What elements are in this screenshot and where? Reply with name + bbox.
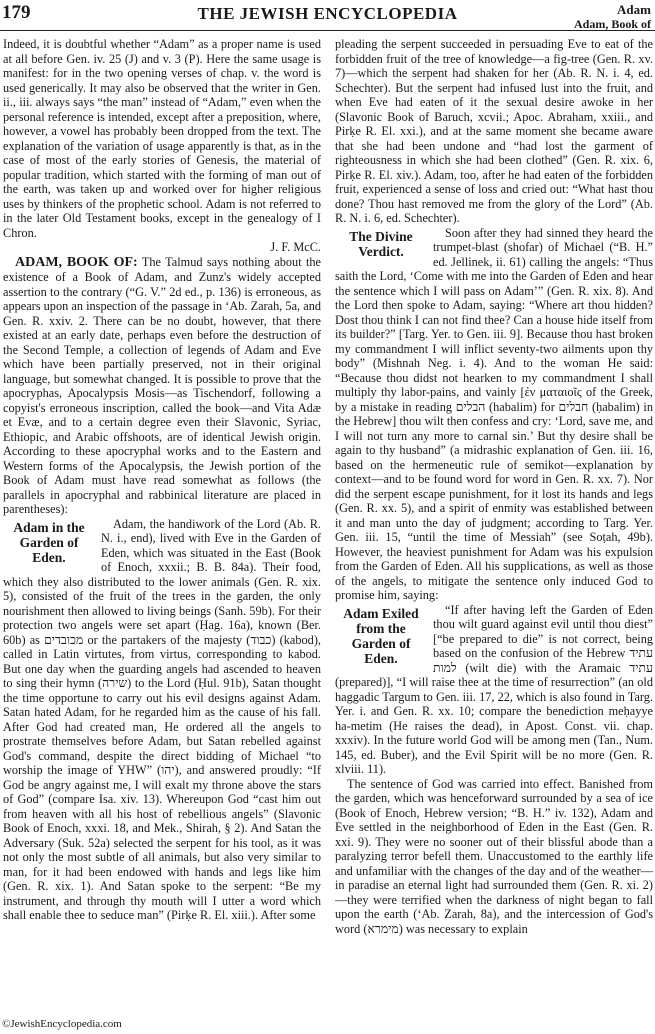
article-heading: ADAM, BOOK OF:	[15, 254, 138, 270]
header-rule	[0, 30, 655, 31]
footer-credit: ©JewishEncyclopedia.com	[2, 1018, 122, 1030]
paragraph-text: “If after having left the Garden of Eden thou wilt guard against evil until thou diest” [“be prepared to die” is not correct, being based on the confusion of the Hebrew עתיד למות (wilt die) with the Aramaic עתיד (prepared)], “I will raise thee at the time of resurrection” (an old haggadic Targum to Gen. iii. 17, 22, which is also found in Targ. Yer. i. and Gen. R. xx. 10; compare the benediction meḥayye ha-metim (He raises the dead), in Apost. Const. vii. chap. xxxiv). In the future world God will be among men (Tan., Num. 145, ed. Buber), and the Evil Spirit will be no more (Gen. R. xlviii. 11).	[335, 602, 653, 776]
paragraph: The sentence of God was carried into effect. Banished from the garden, which was henceforward surrounded by a sea of ice (Book of Enoch, Hebrew version; “B. H.” iv. 132), Adam and Eve settled in the neighborhood of Eden in the East (Gen. R. xxi. 9). They were no sooner out of their blissful abode than a paralyzing terror befell them. Unaccustomed to the earthly life and unfamiliar with the changes of the day and of the weather—in paradise an eternal light had surrounded them (Gen. R. xi. 2)—they were terrified when the darkness of night began to fall upon the earth (‘Ab. Zarah, 8a), and the intercession of God's word (מימרא) was necessary to explain	[335, 776, 653, 936]
paragraph-text: Adam, the handiwork of the Lord (Ab. R. N. i., end), lived with Eve in the Garden of Eden, which was situated in the East (Book of Enoch, xxxii.; B. B. 84a). Their food, which they also distributed to the lower animals (Gen. R. xix. 5), consisted of the fruit of the trees in the garden, the only nourishment then allowed to living beings (Sanh. 59b). For their protection two angels were set apart (Ḥag. 16a), known (Ber. 60b) as מכובדים or the partakers of the majesty (כבוד) (kabod), called in Latin virtutes, from virtus, corresponding to kabod. But one day when the guarding angels had ascended to heaven to sing their hymn (שירה) to the Lord (Ḥul. 91b), Satan thought the time opportune to carry out his evil designs against Adam. Satan hated Adam, for he regarded him as the cause of his fall. After God had created man, He ordered all the angels to prostrate themselves before Adam, but Satan rebelled against God's command, despite the direct bidding of Michael “to worship the image of YHW” (יהו), and answered proudly: “If God be angry against me, I will exalt my throne above the stars of God” (compare Isa. xiv. 13). Whereupon God “cast him out from heaven with all his host of rebellious angels” (Slavonic Book of Enoch, xxxi. 18, and Mek., Shirah, § 2). And Satan the Adversary (Suk. 52a) selected the serpent for his tool, as it was not only the most subtle of all animals, but also very similar to man, for it had been endowed with hands and legs like him (Gen. R. xix. 1). And Satan spoke to the serpent: “Be my instrument, and through thy mouth will I utter a word which shall enable thee to seduce man” (Pirḳe R. El. xiii.). After some	[3, 516, 321, 922]
right-column	[335, 37, 653, 936]
paragraph: pleading the serpent succeeded in persuading Eve to eat of the forbidden fruit of the tree of knowledge—a fig-tree (Gen. R. xv. 7)—which the serpent had shaken for her (Ab. R. N. i. 4, ed. Schechter). But the serpent had infused lust into the fruit, and when Eve had eaten of it the sexual desire awoke in her (Slavonic Book of Baruch, xcvii.; Apoc. Abraham, xxiii., and Pirḳe R. El. xxi.), and at the same moment she became aware that she had been undone and “had lost the garment of righteousness in which she had been clothed” (Gen. R. xix. 6, Pirḳe R. El. xiv.). Adam, too, after he had eaten of the forbidden fruit, experienced a sense of loss and cried out: “What hast thou done? Thou hast removed me from the glory of the Lord” (Ab. R. N. i. 6, ed. Schechter).	[335, 37, 653, 225]
paragraph: Indeed, it is doubtful whether “Adam” as a proper name is used at all before Gen. iv. 25 (J) and v. 3 (P). Here the same usage is manifest: for in the two opening verses of chap. v. the word is used generically. It may also be observed that the writer in Gen. ii., iii. always says “the man” instead of “Adam,” even when the personal reference is intended, except after a preposition, where, however, a vowel has probably been dropped from the text. The explanation of the variation of usage apparently is that, as in the case of most of the early stories of Genesis, the material of popular tradition, which started with the forming of man out of the earth, was taken up and worked over for higher religious uses by thinkers of the prophetic school. Adam is not referred to in the later Old Testament books, except in the genealogy of I Chron.	[3, 37, 321, 240]
paragraph-text: Soon after they had sinned they heard the trumpet-blast (shofar) of Michael (“B. H.” ed. Jellinek, ii. 61) calling the angels: “Thus saith the Lord, ‘Come with me into the Garden of Eden and hear the sentence which I will pass on Adam’” (Gen. R. xix. 8). And the Lord then spoke to Adam, saying: “Where art thou hidden? Dost thou think I can not find thee? Can a house hide itself from its builder?” [Targ. Yer. to Gen. iii. 9]. Because thou hast broken my commandment I will inflict seventy-two ailments upon thy body” (Mishnah Neg. i. 4). And to the woman He said: “Because thou didst not hearken to my commandment I shall multiply thy labor-pains, and vainly [ἐν ματαιοῖς of the Greek, by a mistake in reading הבלים (habalim) for חבלים (ḥabalim) in the Hebrew] thou wilt then confess and cry: ‘Lord, save me, and I will not turn any more to carnal sin.’ But thy desire shall be again to thy husband” (a midrashic explanation of Gen. iii. 16, based on the hermeneutic rule of semikot—explanation by context—and to be found word for word in Gen. R. xx. 7). Nor did the serpent escape punishment, for it lost its hands and legs (Gen. R. xx. 5), and a spirit of enmity was established between it and man unto the day of judgment; according to Targ. Yer. Gen. iii. 15, “until the time of Messiah” (see Soṭah, 49b). However, the heaviest punishment for Adam was his expulsion from the Garden of Eden. All his supplications, as well as those of the angels, to mitigate the sentence only induced God to promise him, saying:	[335, 225, 653, 602]
paragraph	[335, 603, 653, 777]
running-header	[0, 2, 655, 38]
paragraph	[335, 226, 653, 603]
left-column	[3, 37, 321, 923]
page-title: THE JEWISH ENCYCLOPEDIA	[197, 4, 458, 23]
author-signature: J. F. McC.	[270, 240, 321, 254]
side-note: Adam Exiled from the Garden of Eden.	[343, 605, 419, 666]
paragraph	[3, 517, 321, 923]
running-head-bottom: Adam, Book of	[573, 17, 651, 31]
article-text: The Talmud says nothing about the existence of a Book of Adam, and Zunz's widely accepted assertion to the contrary (“G. V.” 2d ed., p. 136) is erroneous, as appears upon an inspection of the passage in ‘Ab. Zarah, 5a, and Gen. R. xxiv. 2. There can be no doubt, however, that there existed at an early date, perhaps even before the destruction of the Second Temple, a collection of legends of Adam and Eve which have been partially preserved, not in their original language, but somewhat changed. It is possible to prove that the apocryphas, Apocalypsis Mosis—as Tischendorf, following a copyist's erroneous inscription, called the book—and Vita Adæ et Evæ, and to a certain degree even their Slavonic, Syriac, Ethiopic, and Arabic offshoots, are of identical Jewish origin. According to these apocryphal works and to the Eastern and Western forms of the Apocalypsis, the Jewish portion of the Book of Adam must have read somewhat as follows (the parallels in apocryphal and rabbinical literature are placed in parentheses):	[3, 254, 321, 516]
page-number: 179	[2, 2, 31, 23]
article-paragraph	[3, 255, 321, 517]
running-head-top: Adam	[617, 2, 651, 17]
side-note: The Divine Verdict.	[349, 228, 413, 259]
side-note: Adam in the Garden of Eden.	[13, 519, 85, 565]
